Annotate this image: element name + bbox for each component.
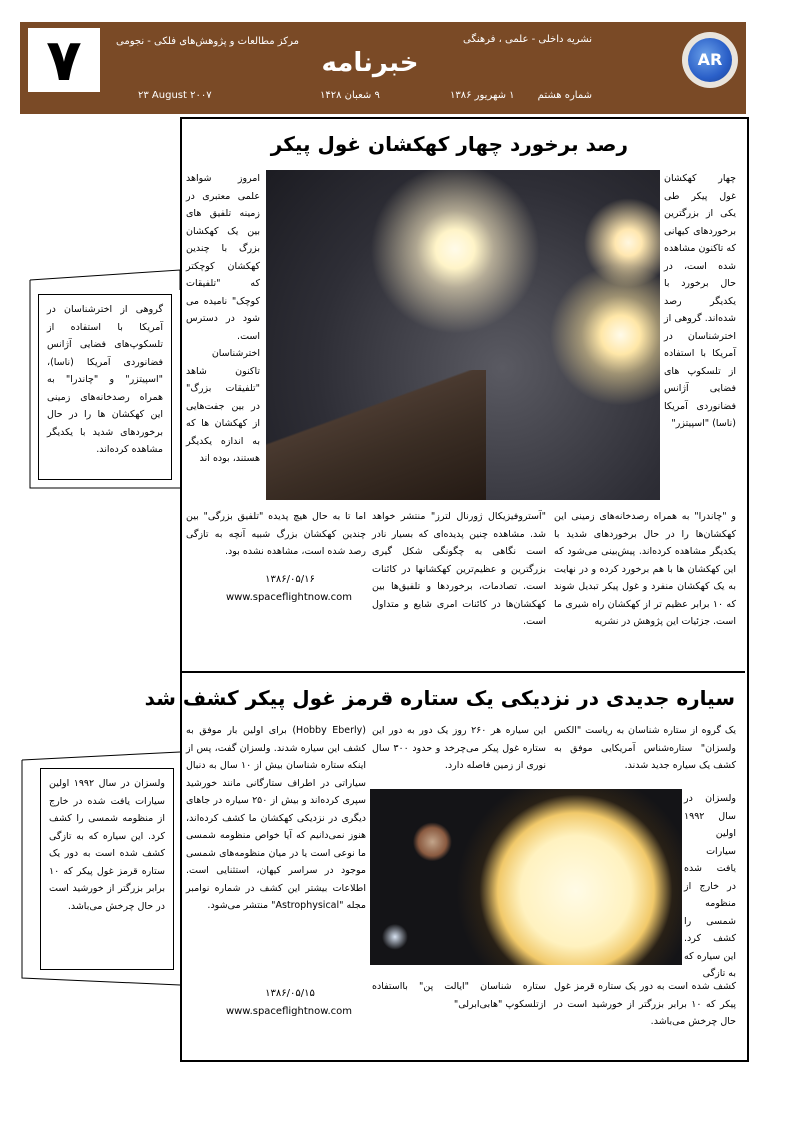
date-persian: ۱ شهریور ۱۳۸۶ bbox=[450, 90, 515, 101]
article2-col-left: (Hobby Eberly) برای اولین بار موفق به کشف این سیاره شدند. ولسزان گفت، پس از اینکه ستاره شناسان بیش از ۱۰ سال به دنبال سیاراتی در اطراف ستارگانی مانند خورشید سپری کرده‌اند و بیش از ۲۵۰ سیاره در جاهای دیگری در نزدیکی کهکشان ما کشف کرده‌اند، هنوز نمی‌دانیم که آیا خواص منظومه شمسی ما نوعی است یا در میان منظومه‌های شمسی موجود در سراسر کیهان، استثنایی است. اطلاعات بیشتر این کشف در شماره نوامبر مجله "Astrophysical" منتشر می‌شود. bbox=[186, 725, 367, 911]
article1-col-left: امروز شواهد علمی معتبری در زمینه تلفیق های بین یک کهکشان بزرگ با چندین کهکشان کوچکتر که "تلفیقات کوچک" نامیده می شود در دسترس است. اخترشناسان تاکنون شاهد "تلفیقات بزرگ" در بین جفت‌هایی از کهکشان ها که به اندازه یکدیگر هستند، بوده اند bbox=[186, 173, 260, 464]
article1-title: رصد برخورد چهار کهکشان غول پیکر bbox=[270, 132, 628, 156]
article2-pull-quote: ولسزان در سال ۱۹۹۲ اولین سیارات یافت شده در خارج از منظومه شمسی را کشف کرد. این سیاره که به تازگی کشف شده است به دور یک ستاره قرمز غول پیکر که ۱۰ برابر بزرگتر از خورشید است در حال چرخش می‌باشد. bbox=[40, 768, 174, 970]
issue-number: ۷ bbox=[28, 28, 100, 92]
date-hijri: ۹ شعبان ۱۴۲۸ bbox=[320, 90, 380, 101]
section-divider bbox=[182, 671, 745, 673]
publisher-center: مرکز مطالعات و پژوهش‌های فلکی - نجومی bbox=[116, 36, 299, 47]
article1-date: ۱۳۸۶/۰۵/۱۶ bbox=[265, 574, 315, 585]
brand-logotype: خبرنامه bbox=[321, 48, 419, 78]
article2-col-middle-bottom: ستاره شناسان "ایالت پن" بااستفاده ازتلسکوپ "هابی‌ابرلی" bbox=[372, 981, 546, 1010]
article1-bottom-left: اما تا به حال هیچ پدیده "تلفیق بزرگی" بین چندین کهکشان بزرگ شبیه آنچه به تازگی رصد شده است، مشاهده نشده بود. bbox=[186, 511, 366, 557]
article2-date: ۱۳۸۶/۰۵/۱۵ bbox=[265, 988, 315, 999]
article2-title: سیاره جدیدی در نزدیکی یک ستاره قرمز غول پیکر کشف شد bbox=[144, 686, 735, 710]
article2-col-middle-top: این سیاره هر ۲۶۰ روز یک دور به دور این ستاره غول پیکر می‌چرخد و حدود ۳۰۰ سال نوری از زمین فاصله دارد. bbox=[372, 725, 546, 771]
article2-col-right-side: ولسزان در سال ۱۹۹۲ اولین سیارات یافت شده در خارج از منظومه شمسی را کشف کرد. این سیاره که به تازگی bbox=[684, 793, 736, 979]
date-row bbox=[20, 86, 746, 114]
article1-col-right: چهار کهکشان غول پیکر طی یکی از بزرگترین برخوردهای کیهانی که تاکنون مشاهده شده است، در حال برخورد با یکدیگر رصد شده‌اند. گروهی از اخترشناسان در آمریکا با استفاده از تلسکوپ های فضایی آژانس فضانوردی آمریکا (ناسا) "اسپیتزر" bbox=[664, 173, 736, 429]
date-gregorian: ۲۳ August ۲۰۰۷ bbox=[138, 90, 212, 101]
logo-text: AR bbox=[697, 50, 723, 69]
terrain-shape bbox=[266, 370, 486, 500]
article1-pull-quote: گروهی از اخترشناسان در آمریکا با استفاده از تلسکوپ‌های فضایی آژانس فضانوردی آمریکا (ناسا)، "اسپیتزر" و "چاندرا" به همراه رصدخانه‌های زمینی این کهکشان ها را در حال برخوردهای شدید با یکدیگر مشاهده کرده‌اند. bbox=[38, 294, 172, 480]
article1-bottom-middle: "آستروفیزیکال ژورنال لترز" منتشر خواهد شد. مشاهده چنین پدیده‌ای که بسیار نادر است نگاهی به چگونگی شکل گیری بزرگترین و عظیم‌ترین کهکشانها در کائنات است. تصادمات، برخوردها و تلفیق‌ها بین کهکشان‌ها در کائنات امری شایع و متداول است. bbox=[372, 511, 546, 627]
article2-col-right-top: یک گروه از ستاره شناسان به ریاست "الکس ولسزان" ستاره‌شناس آمریکایی موفق به کشف یک سیاره جدید شدند. bbox=[554, 725, 736, 771]
star-planet-image bbox=[370, 789, 682, 965]
publication-type: نشریه داخلی - علمی ، فرهنگی bbox=[463, 34, 592, 45]
article1-source-link[interactable]: www.spaceflightnow.com bbox=[225, 592, 353, 603]
article1-bottom-right: و "چاندرا" به همراه رصدخانه‌های زمینی این کهکشان‌ها را در حال برخوردهای شدید با یکدیگر مشاهده کرده‌اند. پیش‌بینی می‌شود که این کهکشان ها با هم برخورد کرده و در نهایت به یک کهکشان منفرد و غول پیکر تبدیل شوند که ۱۰ برابر عظیم تر از کهکشان راه شیری ما است. جزئیات این پژوهش در نشریه bbox=[554, 511, 736, 627]
article2-source-link[interactable]: www.spaceflightnow.com bbox=[225, 1006, 353, 1017]
article2-col-right-bottom: کشف شده است به دور یک ستاره قرمز غول پیکر که ۱۰ برابر بزرگتر از خورشید است در حال چرخش می‌باشد. bbox=[554, 981, 737, 1027]
issue-label: شماره هشتم bbox=[537, 90, 592, 101]
galaxy-collision-image bbox=[266, 170, 660, 500]
